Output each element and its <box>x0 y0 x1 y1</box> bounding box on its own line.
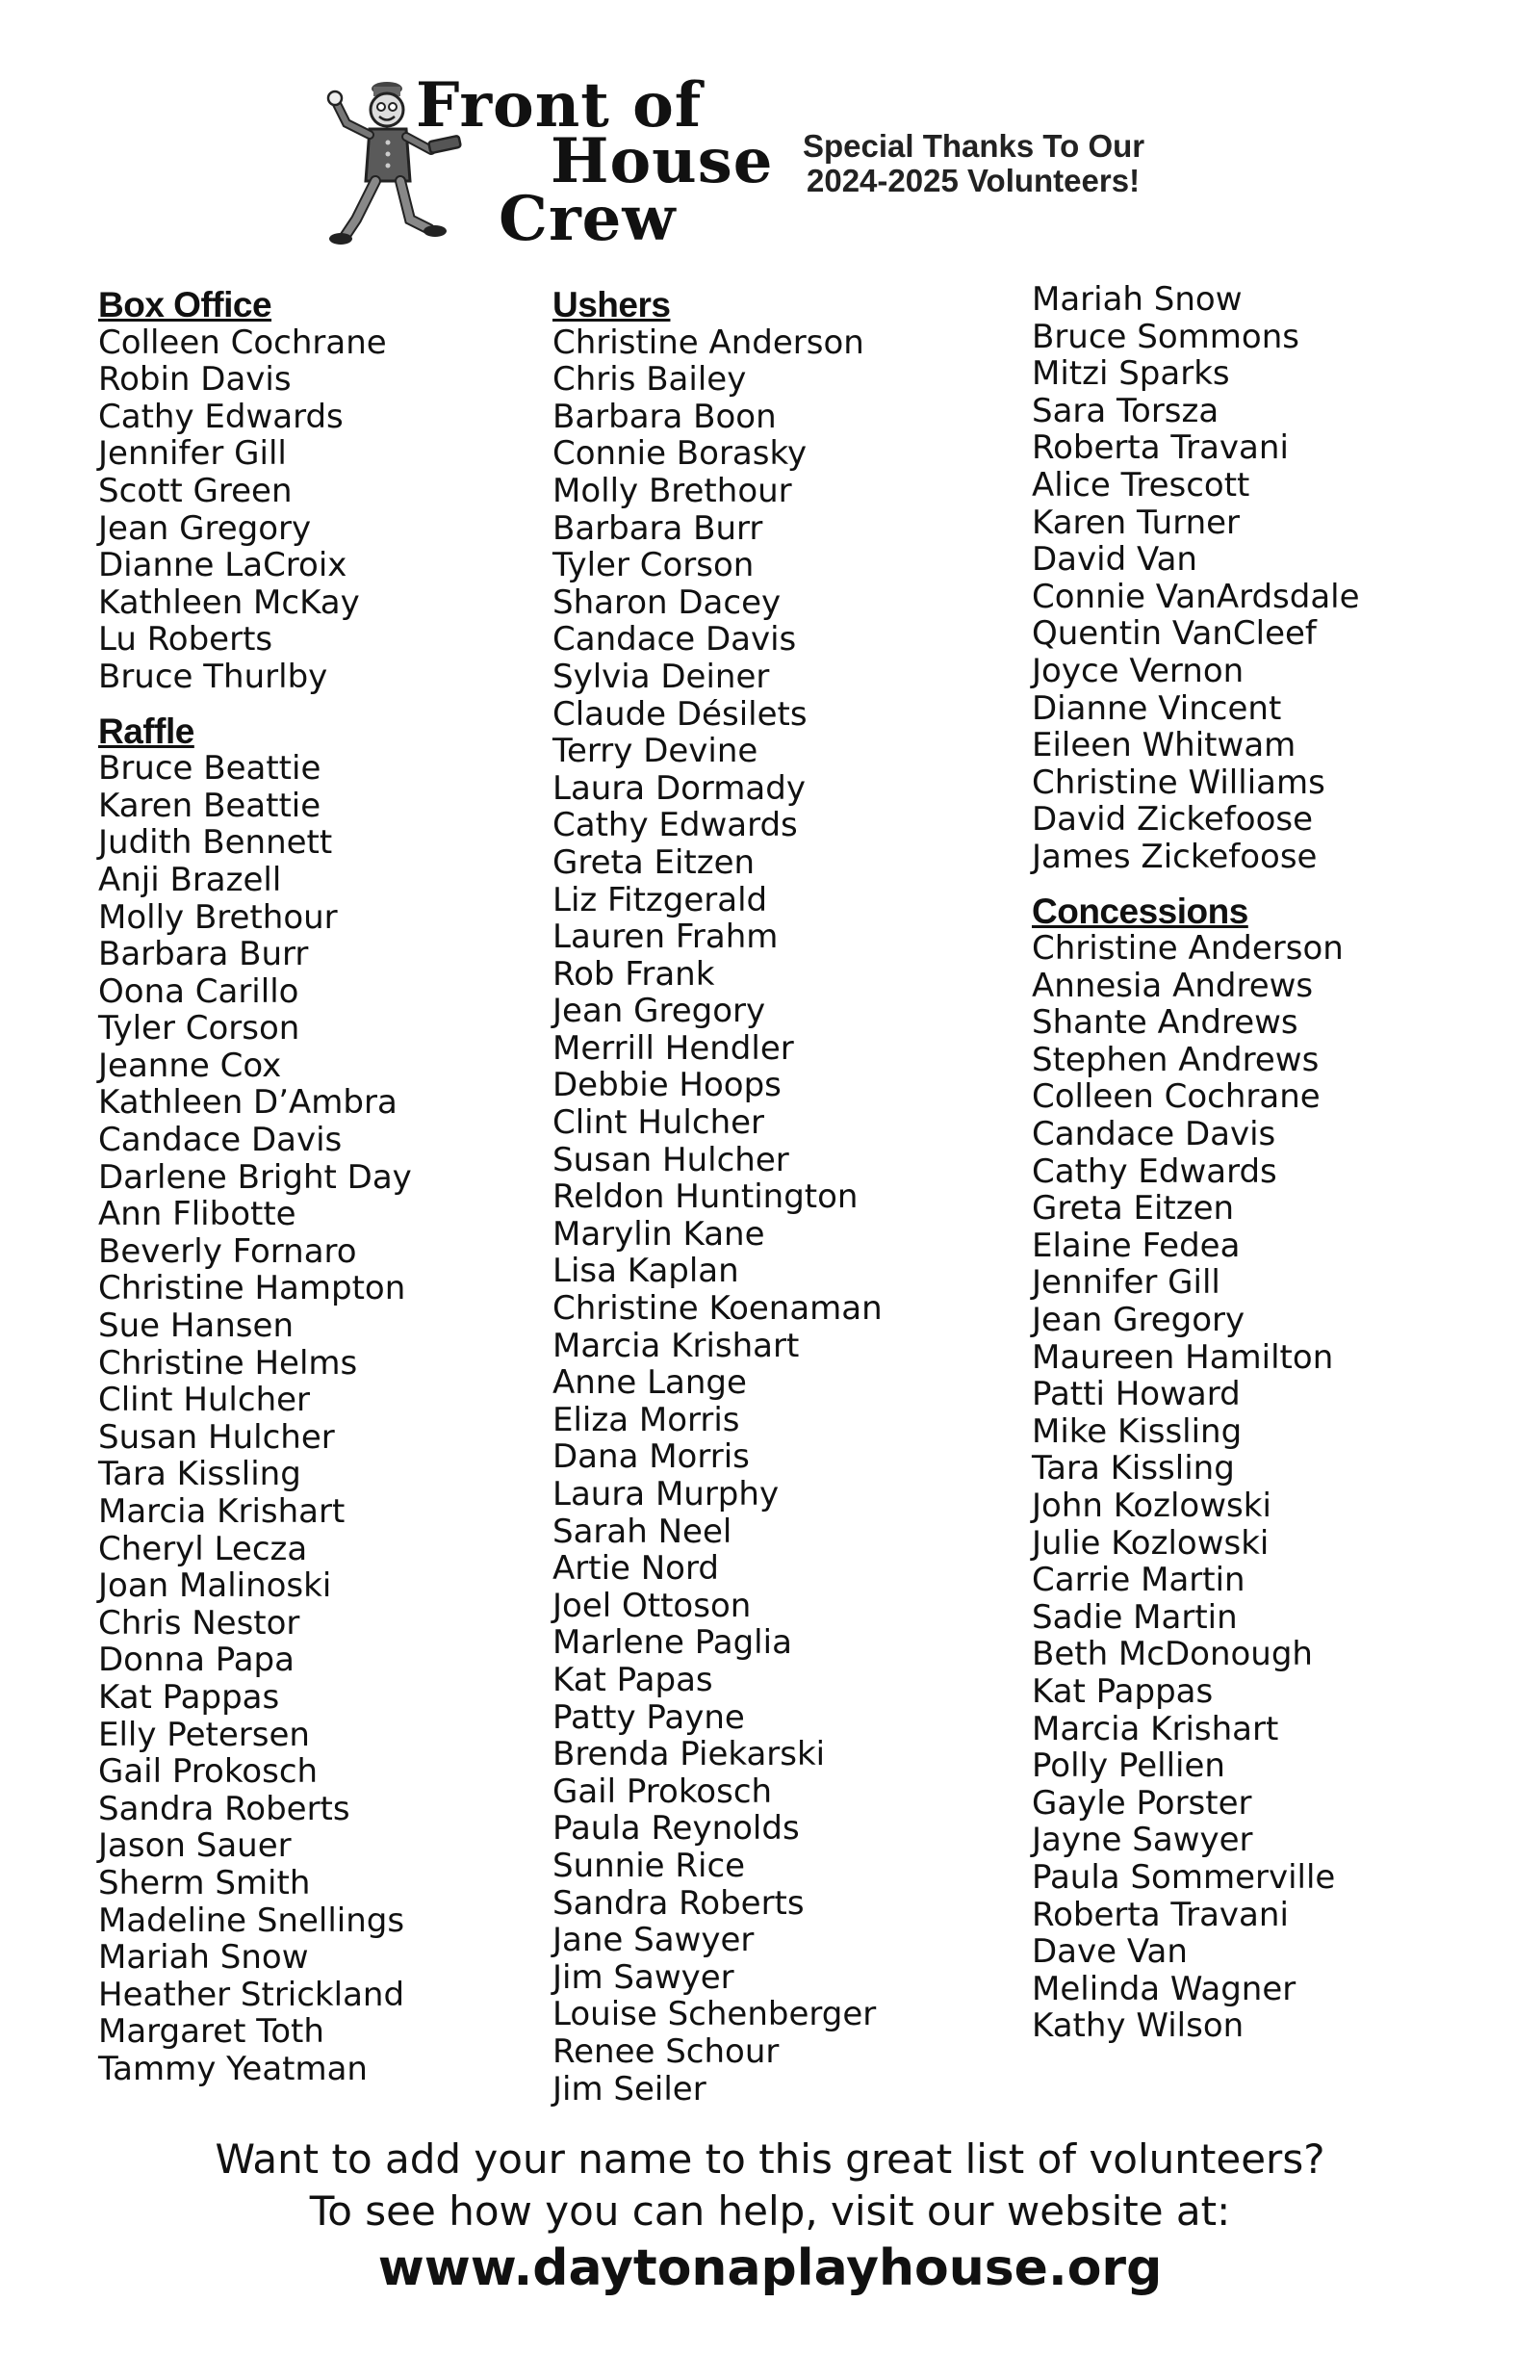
box-office-list <box>98 324 412 696</box>
volunteer-name: Candace Davis <box>98 1121 343 1160</box>
volunteer-name: Christine Anderson <box>1032 929 1344 969</box>
volunteer-name: Tyler Corson <box>98 1009 300 1048</box>
volunteer-name: Colleen Cochrane <box>98 323 387 362</box>
volunteer-name: Kathy Wilson <box>1032 2006 1245 2046</box>
volunteer-name: Judith Bennett <box>98 823 333 863</box>
volunteer-name: Artie Nord <box>552 1549 719 1589</box>
volunteer-name: Sunnie Rice <box>552 1846 746 1885</box>
volunteer-name: Anne Lange <box>552 1363 747 1403</box>
volunteer-name: Donna Papa <box>98 1641 295 1680</box>
volunteer-name: Paula Sommerville <box>1032 1857 1336 1897</box>
volunteer-name: Heather Strickland <box>98 1975 405 2014</box>
volunteer-name: Christine Koenaman <box>552 1289 883 1329</box>
volunteer-name: Anji Brazell <box>98 860 282 899</box>
volunteer-name: Joan Malinoski <box>98 1566 332 1606</box>
volunteer-name: Stephen Andrews <box>1032 1040 1320 1079</box>
volunteer-name: Jennifer Gill <box>1032 1263 1220 1303</box>
volunteer-name: Oona Carillo <box>98 971 299 1011</box>
volunteer-name: Rob Frank <box>552 954 715 994</box>
volunteer-name: Brenda Piekarski <box>552 1735 826 1774</box>
volunteer-name: Bruce Sommons <box>1032 317 1299 356</box>
section-title-box-office: Box Office <box>98 285 272 324</box>
volunteer-name: Jim Sawyer <box>552 1957 734 1997</box>
volunteer-name: Karen Beattie <box>98 786 321 825</box>
special-thanks <box>803 129 1144 198</box>
volunteer-name: Kathleen McKay <box>98 582 360 622</box>
volunteer-name: Jane Sawyer <box>552 1921 755 1960</box>
volunteer-name: David Van <box>1032 540 1197 580</box>
ushers-list <box>552 324 883 2108</box>
volunteer-name: Sandra Roberts <box>552 1883 805 1923</box>
volunteer-name: Chris Bailey <box>552 360 747 400</box>
volunteer-name: Molly Brethour <box>552 471 792 510</box>
volunteer-name: Marcia Krishart <box>1032 1709 1279 1748</box>
volunteer-name: Merrill Hendler <box>552 1028 794 1068</box>
volunteer-name: Susan Hulcher <box>552 1140 789 1179</box>
volunteer-name: Molly Brethour <box>98 897 338 937</box>
volunteer-name: Jason Sauer <box>98 1826 292 1866</box>
header-title-line1: Front of <box>416 69 703 142</box>
volunteer-name: Candace Davis <box>552 620 797 660</box>
volunteer-name: Jean Gregory <box>98 508 312 548</box>
volunteer-name: Gayle Porster <box>1032 1783 1252 1823</box>
volunteer-name: Alice Trescott <box>1032 465 1250 504</box>
volunteer-name: Marylin Kane <box>552 1214 765 1254</box>
volunteer-name: Sadie Martin <box>1032 1597 1238 1637</box>
website-link[interactable]: www.daytonaplayhouse.org <box>377 2239 1163 2297</box>
volunteer-name: Laura Murphy <box>552 1475 780 1513</box>
header-title-line3: Crew <box>499 183 677 255</box>
volunteer-name: Lu Roberts <box>98 620 273 660</box>
volunteer-name: Dave Van <box>1032 1932 1188 1972</box>
volunteer-name: Sarah Neel <box>552 1512 732 1551</box>
volunteer-name: Connie Borasky <box>552 434 808 474</box>
volunteer-name: Colleen Cochrane <box>1032 1077 1321 1117</box>
volunteer-name: Liz Fitzgerald <box>552 880 768 919</box>
volunteer-name: Darlene Bright Day <box>98 1157 412 1197</box>
volunteer-name: Mariah Snow <box>1032 280 1243 319</box>
volunteer-name: Maureen Hamilton <box>1032 1337 1334 1377</box>
volunteer-name: Sherm Smith <box>98 1863 311 1902</box>
volunteer-name: Mitzi Sparks <box>1032 354 1230 394</box>
volunteer-name: Marlene Paglia <box>552 1623 792 1663</box>
volunteer-name: Tara Kissling <box>98 1455 301 1494</box>
volunteer-name: Julie Kozlowski <box>1032 1523 1270 1563</box>
volunteer-name: Christine Williams <box>1032 763 1325 802</box>
section-title-ushers: Ushers <box>552 285 671 324</box>
page-header <box>0 0 1540 279</box>
volunteer-name: Kat Pappas <box>1032 1671 1214 1711</box>
volunteer-name: Gail Prokosch <box>552 1772 773 1811</box>
volunteer-name: Renee Schour <box>552 2031 780 2071</box>
volunteer-name: Joel Ottoson <box>552 1586 752 1625</box>
volunteer-name: Melinda Wagner <box>1032 1969 1296 2008</box>
volunteer-name: Polly Pellien <box>1032 1746 1225 1786</box>
volunteer-name: Roberta Travani <box>1032 1895 1289 1934</box>
volunteer-name: Tara Kissling <box>1032 1449 1235 1488</box>
volunteer-name: Tyler Corson <box>552 546 755 585</box>
volunteer-name: Kathleen D’Ambra <box>98 1083 398 1123</box>
volunteer-name: Gail Prokosch <box>98 1752 319 1792</box>
volunteer-name: Clint Hulcher <box>552 1103 765 1143</box>
volunteer-name: Tammy Yeatman <box>98 2049 368 2088</box>
volunteer-name: Laura Dormady <box>552 768 806 808</box>
volunteer-name: Elly Petersen <box>98 1715 310 1754</box>
volunteer-name: Marcia Krishart <box>552 1326 800 1365</box>
volunteer-name: Marcia Krishart <box>98 1492 346 1531</box>
volunteer-name: Patty Payne <box>552 1697 745 1737</box>
column-2 <box>552 287 883 2108</box>
volunteer-name: Kat Papas <box>552 1660 713 1699</box>
volunteer-name: Greta Eitzen <box>552 842 756 882</box>
volunteer-name: Ann Flibotte <box>98 1195 296 1234</box>
volunteer-name: Terry Devine <box>552 732 758 771</box>
volunteer-name: Christine Hampton <box>98 1269 406 1308</box>
volunteer-name: Patti Howard <box>1032 1375 1241 1414</box>
volunteer-name: Beverly Fornaro <box>98 1231 357 1271</box>
volunteer-name: Christine Helms <box>98 1343 358 1383</box>
volunteer-name: Elaine Fedea <box>1032 1226 1241 1265</box>
volunteer-name: Dana Morris <box>552 1437 750 1477</box>
volunteer-name: Connie VanArdsdale <box>1032 577 1360 616</box>
volunteer-name: Bruce Beattie <box>98 749 321 789</box>
volunteer-name: Cathy Edwards <box>1032 1151 1277 1191</box>
volunteer-name: Lisa Kaplan <box>552 1252 739 1291</box>
volunteer-name: Robin Davis <box>98 360 292 400</box>
footer-help: To see how you can help, visit our website at: <box>309 2187 1231 2235</box>
volunteer-name: John Kozlowski <box>1032 1487 1271 1525</box>
volunteer-name: Cheryl Lecza <box>98 1529 308 1568</box>
volunteer-name: Quentin VanCleef <box>1032 614 1317 654</box>
volunteer-name: Barbara Boon <box>552 397 777 436</box>
volunteer-name: Jean Gregory <box>1032 1301 1245 1340</box>
volunteer-name: Sue Hansen <box>98 1306 294 1346</box>
volunteer-name: Jayne Sawyer <box>1032 1821 1253 1860</box>
volunteer-name: Candace Davis <box>1032 1115 1276 1154</box>
volunteer-name: Chris Nestor <box>98 1603 300 1643</box>
volunteer-name: Barbara Burr <box>98 935 309 974</box>
volunteer-name: Claude Désilets <box>552 694 808 734</box>
volunteer-name: Louise Schenberger <box>552 1995 877 2034</box>
volunteer-name: Eileen Whitwam <box>1032 726 1296 765</box>
volunteer-name: Karen Turner <box>1032 503 1241 542</box>
volunteer-name: James Zickefoose <box>1032 837 1318 876</box>
ushers-continued-list <box>1032 281 1360 876</box>
volunteer-name: Mariah Snow <box>98 1938 309 1978</box>
volunteer-name: Margaret Toth <box>98 2012 324 2052</box>
section-title-concessions: Concessions <box>1032 891 1248 931</box>
raffle-list <box>98 750 412 2087</box>
volunteer-name: Sandra Roberts <box>98 1789 350 1828</box>
volunteer-name: Jim Seiler <box>552 2069 706 2108</box>
volunteer-name: Greta Eitzen <box>1032 1189 1235 1229</box>
thanks-line1: Special Thanks To Our <box>803 128 1145 164</box>
thanks-line2: 2024-2025 Volunteers! <box>807 163 1141 198</box>
volunteer-name: Mike Kissling <box>1032 1411 1243 1451</box>
volunteer-name: Dianne LaCroix <box>98 546 347 585</box>
header-title-line2: House <box>551 125 774 197</box>
volunteer-name: Sara Torsza <box>1032 391 1219 430</box>
volunteer-name: Jean Gregory <box>552 992 766 1031</box>
volunteer-name: Cathy Edwards <box>552 806 798 845</box>
volunteer-name: David Zickefoose <box>1032 800 1314 840</box>
volunteer-name: Cathy Edwards <box>98 397 344 436</box>
volunteer-name: Roberta Travani <box>1032 428 1289 468</box>
volunteer-name: Dianne Vincent <box>1032 688 1282 728</box>
footer-invite: Want to add your name to this great list of volunteers? <box>215 2135 1325 2183</box>
volunteer-name: Jeanne Cox <box>98 1046 282 1085</box>
volunteer-name: Scott Green <box>98 471 293 510</box>
volunteer-name: Sharon Dacey <box>552 582 782 622</box>
volunteer-name: Lauren Frahm <box>552 918 779 957</box>
volunteer-name: Carrie Martin <box>1032 1561 1245 1600</box>
column-3 <box>1032 281 1360 2045</box>
volunteer-name: Debbie Hoops <box>552 1066 782 1105</box>
volunteer-name: Joyce Vernon <box>1032 651 1245 690</box>
volunteer-name: Madeline Snellings <box>98 1901 405 1940</box>
volunteer-name: Sylvia Deiner <box>552 657 770 696</box>
volunteer-name: Jennifer Gill <box>98 434 287 474</box>
section-title-raffle: Raffle <box>98 711 194 751</box>
volunteer-name: Susan Hulcher <box>98 1417 335 1457</box>
column-1 <box>98 287 412 2088</box>
volunteer-name: Christine Anderson <box>552 323 864 362</box>
volunteer-name: Beth McDonough <box>1032 1635 1313 1674</box>
volunteer-name: Kat Pappas <box>98 1677 280 1717</box>
volunteer-name: Annesia Andrews <box>1032 966 1314 1005</box>
volunteer-name: Reldon Huntington <box>552 1177 859 1217</box>
volunteer-name: Bruce Thurlby <box>98 657 328 696</box>
concessions-list <box>1032 930 1360 2045</box>
volunteer-name: Clint Hulcher <box>98 1381 311 1420</box>
volunteer-name: Shante Andrews <box>1032 1003 1298 1043</box>
volunteer-name: Eliza Morris <box>552 1400 740 1439</box>
volunteer-name: Paula Reynolds <box>552 1809 800 1849</box>
volunteer-name: Barbara Burr <box>552 508 763 548</box>
